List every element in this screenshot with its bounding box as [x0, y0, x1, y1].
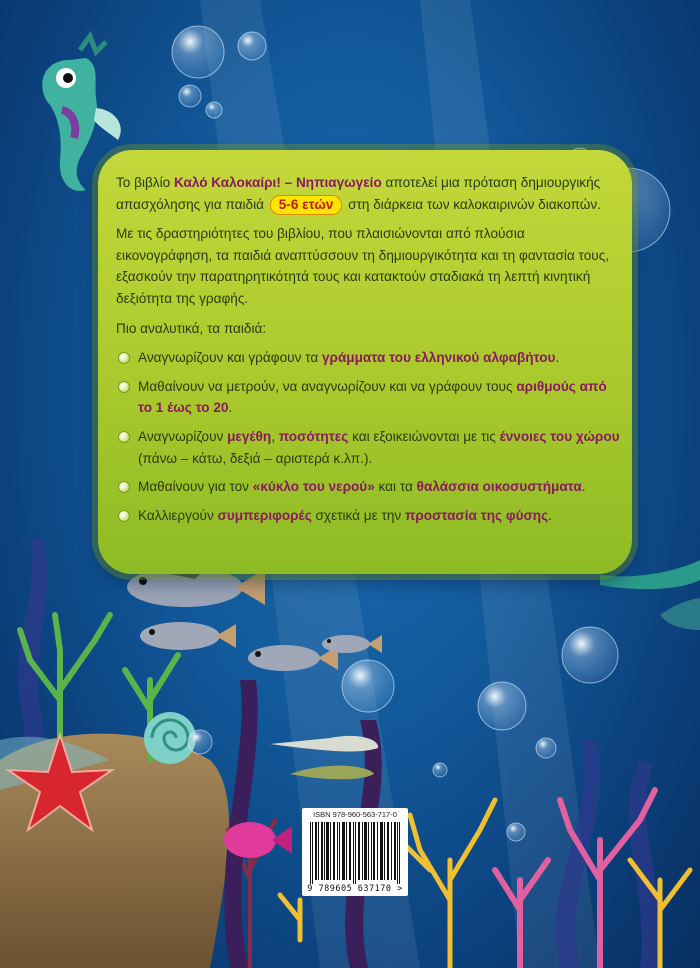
description-panel: [98, 150, 632, 574]
details-intro: Πιο αναλυτικά, τα παιδιά:: [116, 320, 267, 336]
activities-paragraph: Με τις δραστηριότητες του βιβλίου, που πλαισιώνονται από πλούσια εικονογράφηση, τα παιδιά αναπτύσσουν τη δημιουργικότητα και τη φαντασία τους, εξασκούν την παρατηρητικότητά τους και κατακτούν σταδιακά τη λεπτή κινητική δεξιότητα της γραφής.: [116, 226, 610, 306]
skills-list: [116, 347, 622, 526]
list-item: Μαθαίνουν για τον «κύκλο του νερού» και τα θαλάσσια οικοσυστήματα.: [116, 476, 622, 498]
isbn-label: ISBN 978-960-563-717-0: [313, 810, 397, 819]
list-item: Αναγνωρίζουν μεγέθη, ποσότητες και εξοικειώνονται με τις έννοιες του χώρου (πάνω – κάτω, δεξιά – αριστερά κ.λπ.).: [116, 426, 622, 469]
isbn-number: 9 789605 637170 >: [307, 884, 403, 894]
list-item: Καλλιεργούν συμπεριφορές σχετικά με την προστασία της φύσης.: [116, 505, 622, 527]
bullet-icon: [118, 431, 130, 443]
book-title: Καλό Καλοκαίρι! – Νηπιαγωγείο: [173, 175, 382, 190]
age-badge: 5-6 ετών: [270, 195, 343, 215]
bullet-icon: [118, 510, 130, 522]
description-text: [116, 172, 622, 533]
bullet-icon: [118, 481, 130, 493]
bullet-icon: [118, 381, 130, 393]
intro-paragraph: Το βιβλίο Καλό Καλοκαίρι! – Νηπιαγωγείο αποτελεί μια πρόταση δημιουργικής απασχόλησης για παιδιά 5-6 ετών στη διάρκεια των καλοκαιρινών διακοπών.: [116, 172, 622, 215]
isbn-barcode-box: [302, 808, 408, 896]
pink-fish: [224, 822, 276, 858]
bullet-icon: [118, 352, 130, 364]
list-item: Μαθαίνουν να μετρούν, να αναγνωρίζουν και να γράφουν τους αριθμούς από το 1 έως το 20.: [116, 376, 622, 419]
barcode-icon: [308, 822, 402, 884]
list-item: Αναγνωρίζουν και γράφουν τα γράμματα του ελληνικού αλφαβήτου.: [116, 347, 622, 369]
